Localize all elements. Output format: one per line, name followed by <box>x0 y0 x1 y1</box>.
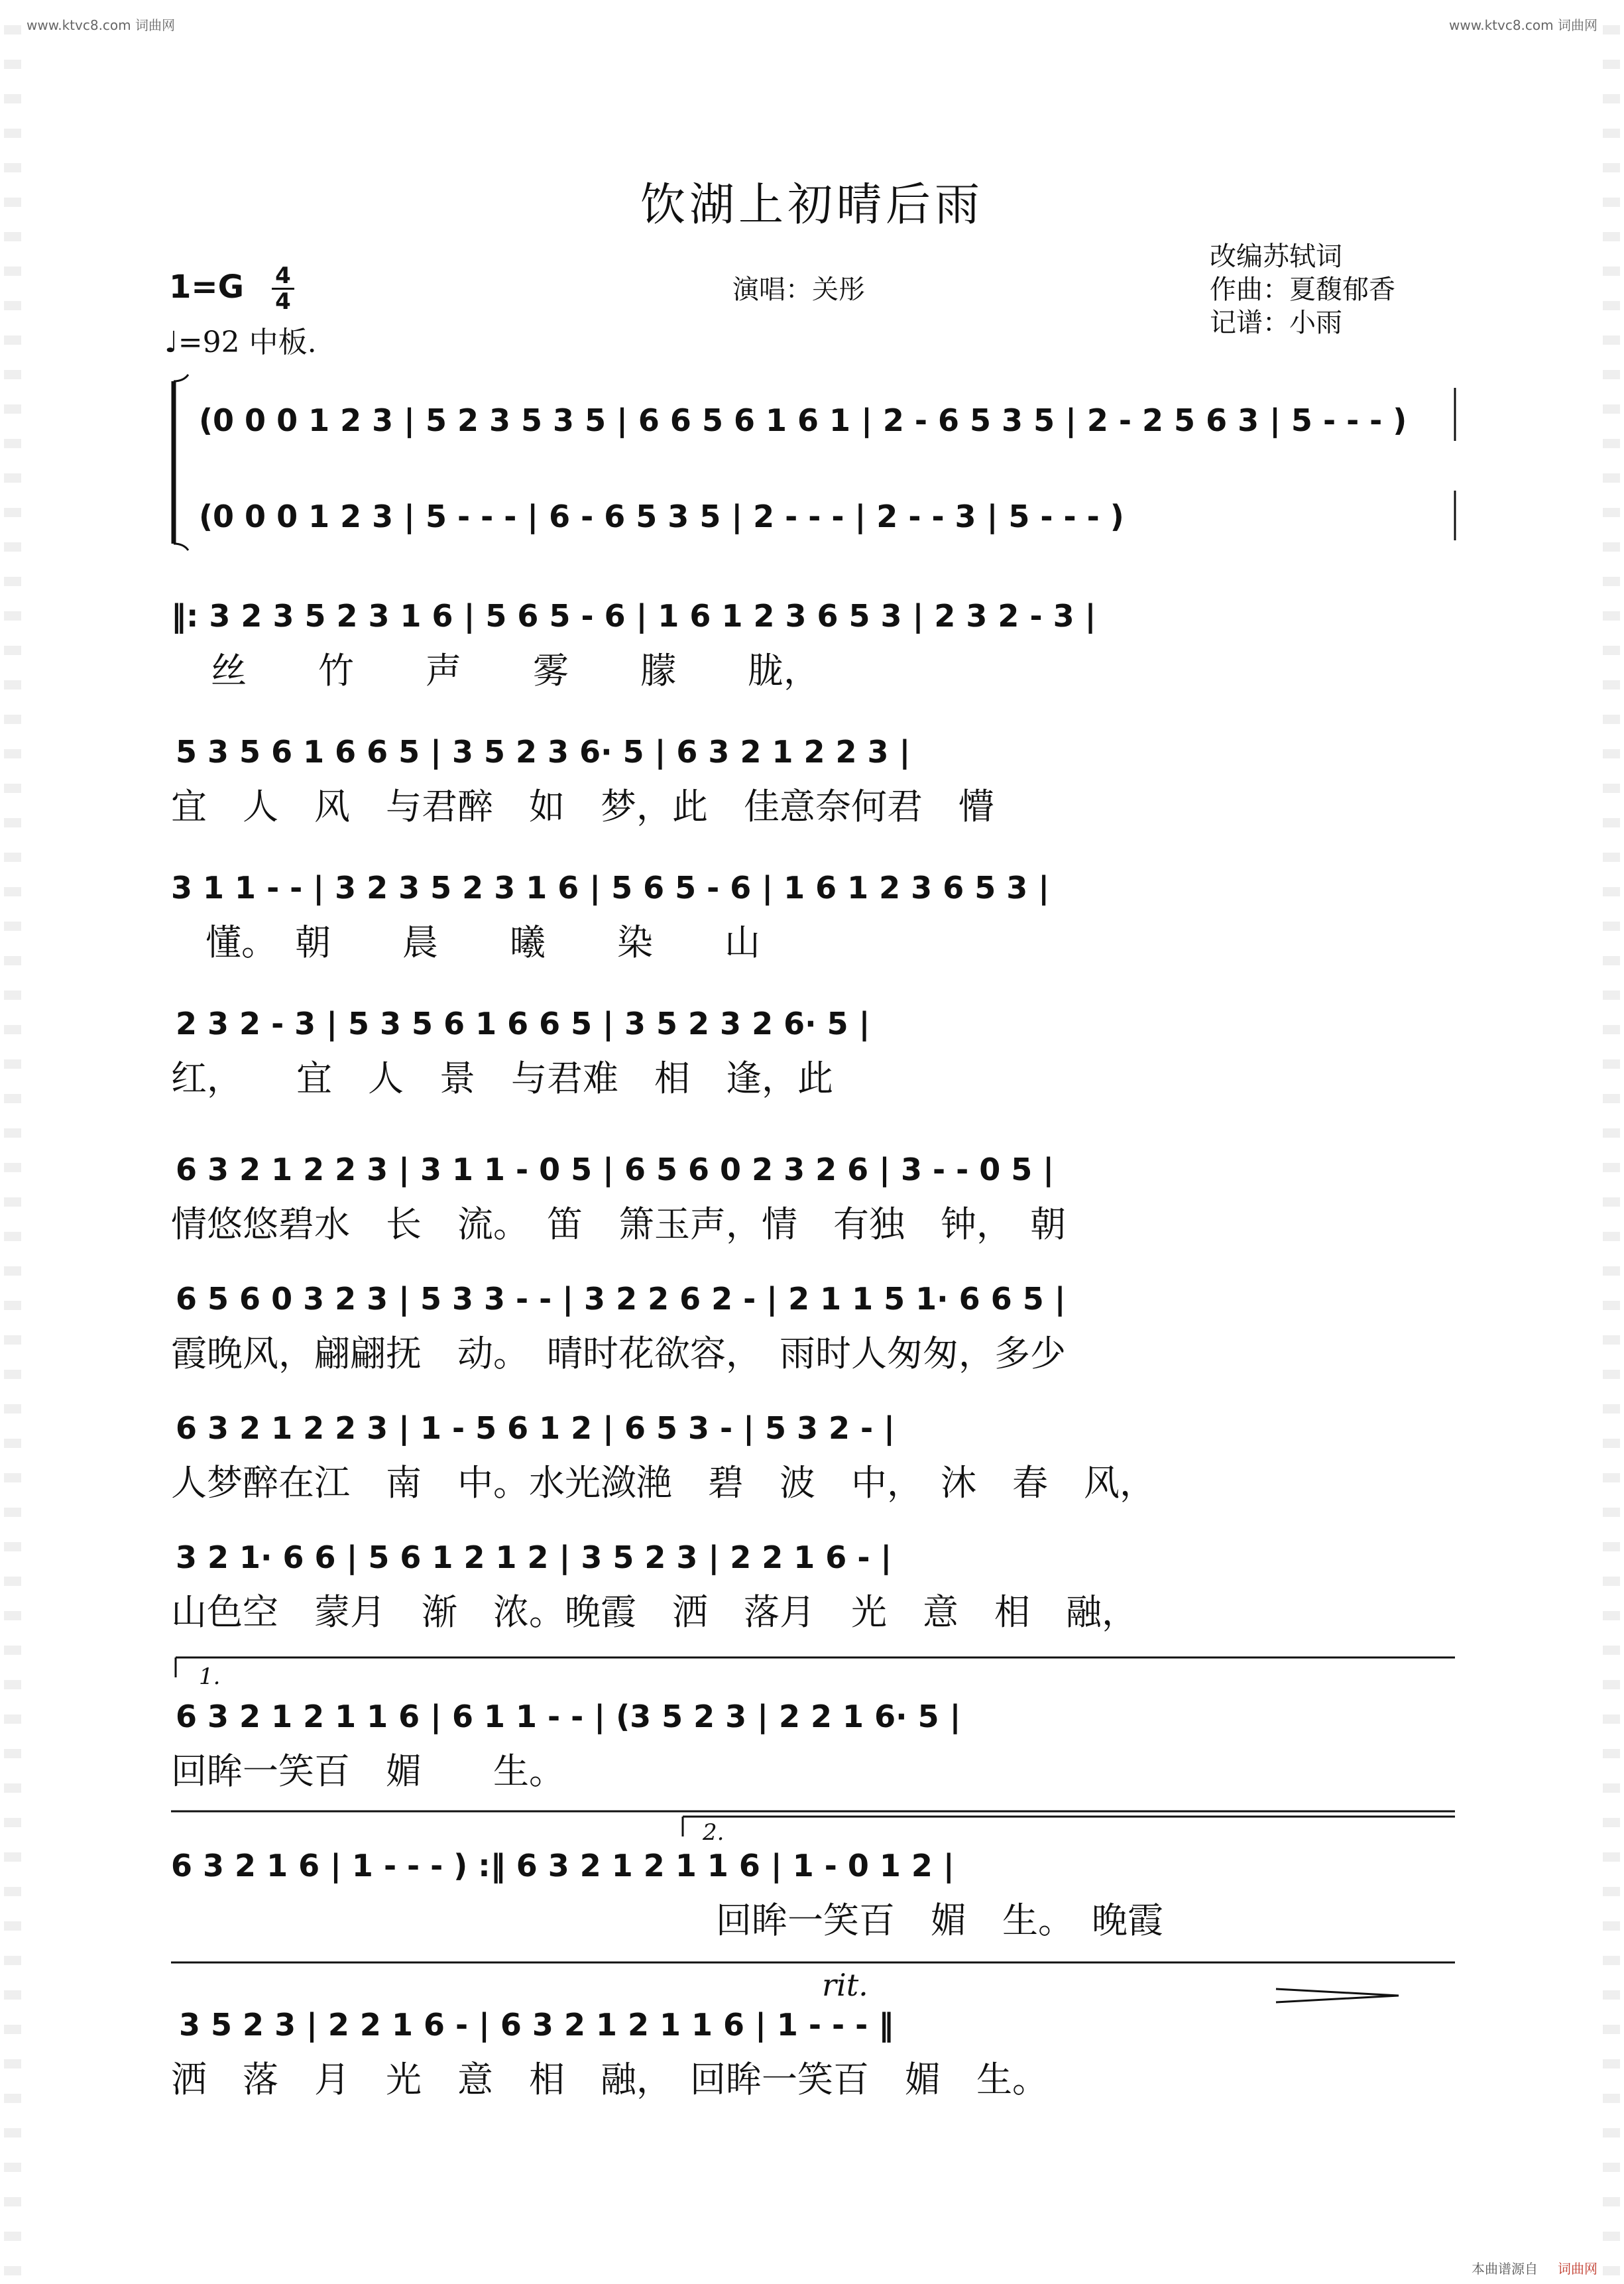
footer-brand: 词曲网 <box>1558 2261 1597 2277</box>
song-title: 饮湖上初晴后雨 <box>640 179 984 231</box>
volta-2-label: 2. <box>703 1819 725 1846</box>
line-1-notes: ‖: 3 2 3 5 2 3 1 6 | 5 6 5 - 6 | 1 6 1 2 3 6 5 3 | 2 3 2 - 3 | <box>171 598 1096 634</box>
line-9-lyrics: 回眸一笑百 媚 生。 <box>171 1750 565 1792</box>
line-2-lyrics: 宜 人 风 与君醉 如 梦，此 佳意奈何君 懵 <box>171 786 994 827</box>
line-4-notes: 2 3 2 - 3 | 5 3 5 6 1 6 6 5 | 3 5 2 3 2 6· 5 | <box>176 1006 870 1042</box>
line-8-notes: 3 2 1· 6 6 | 5 6 1 2 1 2 | 3 5 2 3 | 2 2 1 6 - | <box>176 1539 892 1575</box>
decrescendo-hairpin <box>1276 1989 1399 2002</box>
line-1-lyrics: 丝 竹 声 雾 朦 胧， <box>211 650 819 691</box>
singer: 演唱：关彤 <box>732 274 865 305</box>
header-right: www.ktvc8.com 词曲网 <box>1448 17 1597 33</box>
line-4-lyrics: 红， 宜 人 景 与君难 相 逢，此 <box>171 1057 833 1099</box>
composer: 作曲：夏馥郁香 <box>1210 274 1395 305</box>
line-5-lyrics: 情悠悠碧水 长 流。 笛 箫玉声，情 有独 钟， 朝 <box>171 1203 1066 1245</box>
time-bottom: 4 <box>272 288 294 314</box>
line-6-lyrics: 霞晚风，翩翩抚 动。 晴时花欲容， 雨时人匆匆，多少 <box>171 1333 1066 1374</box>
quarter-note-icon: ♩ <box>164 326 178 359</box>
footer-source: 本曲谱源自 <box>1472 2261 1538 2277</box>
intro-lower-staff: (0 0 0 1 2 3 | 5 - - - | 6 - 6 5 3 5 | 2 - - - | 2 - - 3 | 5 - - - ) <box>199 499 1124 534</box>
volta-2-bracket <box>683 1817 1455 1836</box>
tempo-text: =92 中板. <box>178 326 317 359</box>
line-11-lyrics: 洒 落 月 光 意 相 融， 回眸一笑百 媚 生。 <box>171 2059 1048 2100</box>
volta-1-label: 1. <box>199 1663 221 1690</box>
line-3-notes: 3 1 1 - - | 3 2 3 5 2 3 1 6 | 5 6 5 - 6 | 1 6 1 2 3 6 5 3 | <box>171 870 1050 906</box>
header-left: www.ktvc8.com 词曲网 <box>27 17 176 33</box>
line-6-notes: 6 5 6 0 3 2 3 | 5 3 3 - - | 3 2 2 6 2 - | 2 1 1 5 1· 6 6 5 | <box>176 1281 1066 1317</box>
volta-1-bracket <box>176 1657 1455 1677</box>
line-5-notes: 6 3 2 1 2 2 3 | 3 1 1 - 0 5 | 6 5 6 0 2 3 2 6 | 3 - - 0 5 | <box>176 1152 1055 1187</box>
line-10-lyrics: 回眸一笑百 媚 生。 晚霞 <box>716 1899 1163 1941</box>
line-9-notes: 6 3 2 1 2 1 1 6 | 6 1 1 - - | (3 5 2 3 | 2 2 1 6· 5 | <box>176 1699 961 1734</box>
key-signature: 1=G <box>169 269 245 306</box>
ritardando-mark: rit. <box>822 1967 868 2003</box>
lyricist: 改编苏轼词 <box>1210 241 1342 272</box>
line-7-lyrics: 人梦醉在江 南 中。水光潋滟 碧 波 中， 沐 春 风， <box>171 1462 1155 1504</box>
line-11-notes: 3 5 2 3 | 2 2 1 6 - | 6 3 2 1 2 1 1 6 | 1 - - - ‖ <box>179 2007 894 2043</box>
line-10-notes: 6 3 2 1 6 | 1 - - - ) :‖ 6 3 2 1 2 1 1 6 | 1 - 0 1 2 | <box>171 1848 955 1884</box>
intro-upper-staff: (0 0 0 1 2 3 | 5 2 3 5 3 5 | 6 6 5 6 1 6 1 | 2 - 6 5 3 5 | 2 - 2 5 6 3 | 5 - - - ) <box>199 402 1407 438</box>
line-7-notes: 6 3 2 1 2 2 3 | 1 - 5 6 1 2 | 6 5 3 - | 5 3 2 - | <box>176 1410 895 1446</box>
line-3-lyrics: 懂。 朝 晨 曦 染 山 <box>205 922 760 963</box>
footer <box>1472 2258 1597 2277</box>
time-top: 4 <box>275 263 291 289</box>
line-2-notes: 5 3 5 6 1 6 6 5 | 3 5 2 3 6· 5 | 6 3 2 1 2 2 3 | <box>176 734 911 770</box>
transcriber: 记谱：小雨 <box>1210 308 1342 338</box>
line-8-lyrics: 山色空 蒙月 渐 浓。晚霞 洒 落月 光 意 相 融， <box>171 1591 1137 1633</box>
